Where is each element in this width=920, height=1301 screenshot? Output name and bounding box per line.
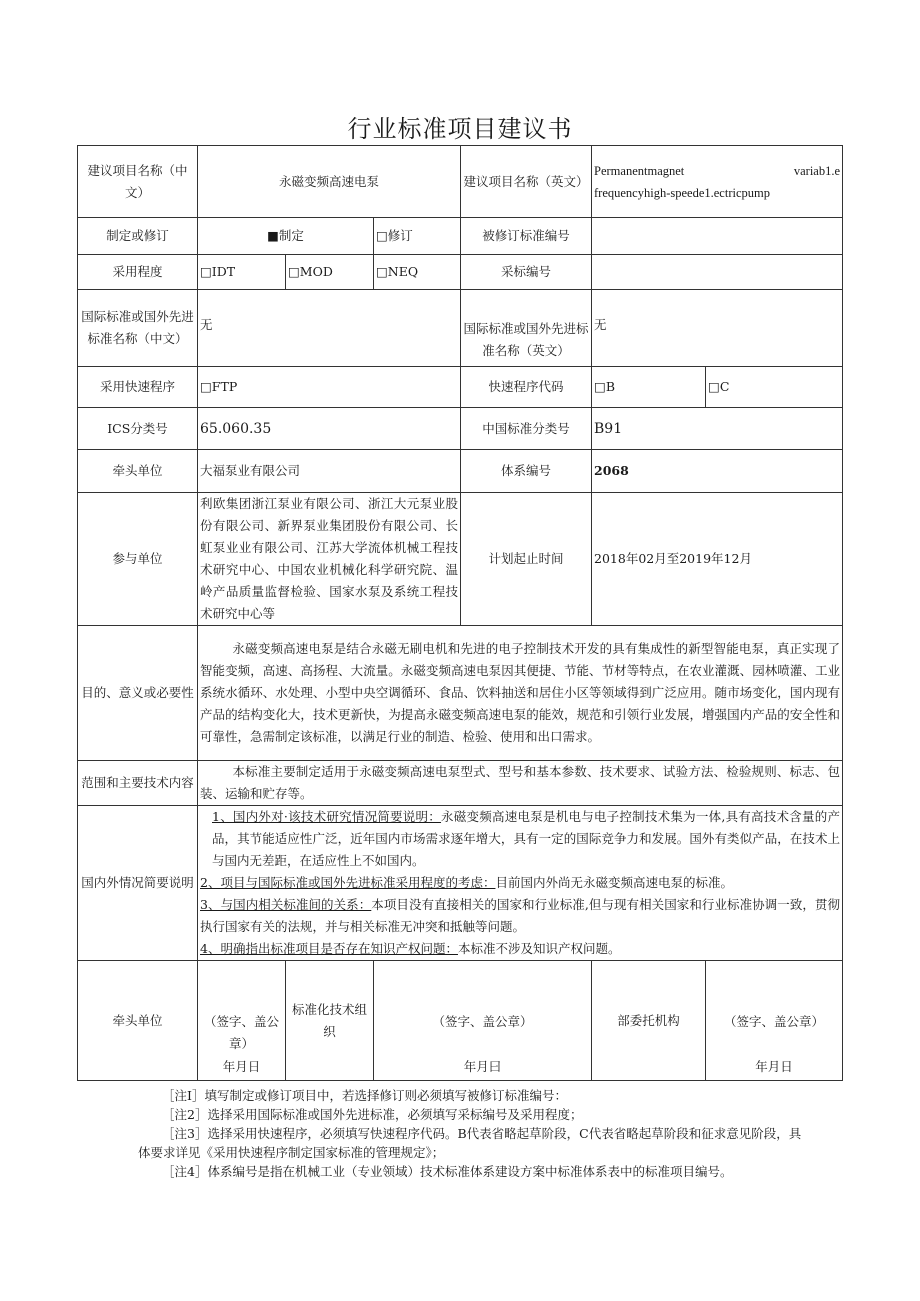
- note-3: ［注3］选择采用快速程序，必须填写快速程序代码。B代表省略起草阶段，C代表省略起草阶段和征求意见阶段，具: [162, 1126, 802, 1141]
- ccs-label: 中国标准分类号: [461, 408, 592, 450]
- mod-checkbox[interactable]: □MOD: [286, 255, 374, 290]
- purpose-label: 目的、意义或必要性: [78, 626, 198, 761]
- project-name-en-label: 建议项目名称（英文）: [461, 146, 592, 218]
- situation-item-3: [200, 894, 840, 938]
- item-2-heading: 2、项目与国际标准或国外先进标准采用程度的考虑：: [200, 875, 496, 890]
- system-no-value[interactable]: 2068: [592, 450, 843, 493]
- code-c-checkbox[interactable]: □C: [706, 367, 843, 408]
- revise-checkbox[interactable]: □修订: [374, 218, 461, 255]
- intl-situation-label: 国内外情况简要说明: [78, 806, 198, 961]
- item-3-text: 本项目没有直接相关的国家和行业标准,但与现有相关国家和行业标准协调一致，贯彻执行国家有关的法规，并与相关标准无冲突和抵触等问题。: [200, 897, 840, 934]
- name-en-part-3: frequencyhigh-speede1.ectricpump: [594, 185, 770, 200]
- sign-tc-label: 标准化技术组织: [286, 961, 374, 1081]
- name-en-part-1: Permanentmagnet: [594, 163, 685, 178]
- ics-label: ICS分类号: [78, 408, 198, 450]
- sign-stamp-text-2: （签字、盖公章）: [432, 1014, 533, 1029]
- lead-unit-value[interactable]: 大福泵业有限公司: [198, 450, 461, 493]
- item-3-heading: 3、与国内相关标准间的关系：: [200, 897, 372, 912]
- project-name-cn-label: 建议项目名称（中文）: [78, 146, 198, 218]
- sign-date-1: 年月日: [222, 1059, 261, 1074]
- sign-date-2: 年月曰: [463, 1059, 502, 1074]
- intl-situation-value[interactable]: [198, 806, 843, 961]
- intl-standard-en-label: 国际标准或国外先进标准名称（英文）: [461, 290, 592, 367]
- ftp-checkbox[interactable]: □FTP: [198, 367, 461, 408]
- item-4-text: 本标准不涉及知识产权问题。: [457, 941, 621, 956]
- code-b-checkbox[interactable]: □B: [592, 367, 706, 408]
- notes-section: [138, 1086, 842, 1181]
- sign-stamp-text-1: （签字、盖公章）: [203, 1014, 279, 1051]
- scope-label: 范围和主要技术内容: [78, 761, 198, 806]
- name-en-part-2: variab1.e: [793, 163, 841, 178]
- note-2: ［注2］选择采用国际标准或国外先进标准，必须填写采标编号及采用程度；: [162, 1107, 583, 1122]
- fast-procedure-code-label: 快速程序代码: [461, 367, 592, 408]
- revised-standard-no-field[interactable]: [592, 218, 843, 255]
- sign-ministry-cell[interactable]: [706, 961, 843, 1081]
- sign-date-3: 年月日: [755, 1059, 793, 1074]
- item-1-text: 永磁变频高速电泵是机电与电子控制技术集为一体,具有高技术含量的产品，其节能适应性广泛，近年国内市场需求逐年增大，具有一定的国际竞争力和发展。国外有类似产品，在技术上与国内无差距，在适应性上不如国内。: [212, 809, 841, 868]
- page-title: 行业标准项目建议书: [347, 115, 573, 143]
- plan-period-label: 计划起止时间: [461, 493, 592, 626]
- plan-period-value[interactable]: 2018年02月至2019年12月: [592, 493, 843, 626]
- project-name-en-value[interactable]: [592, 146, 843, 218]
- revised-standard-no-label: 被修订标准编号: [461, 218, 592, 255]
- make-checkbox[interactable]: ■制定: [198, 218, 374, 255]
- sign-lead-unit-label: 牵头单位: [78, 961, 198, 1081]
- participants-value[interactable]: 利欧集团浙江泵业有限公司、浙江大元泵业股份有限公司、新界泵业集团股份有限公司、长虹泵业业有限公司、江苏大学流体机械工程技术研究中心、中国农业机械化科学研究院、温岭产品质量监督检验、国家水泵及系统工程技术研究中心等: [198, 493, 461, 626]
- lead-unit-label: 牵头单位: [78, 450, 198, 493]
- make-or-revise-label: 制定或修订: [78, 218, 198, 255]
- ics-value[interactable]: 65.060.35: [198, 408, 461, 450]
- purpose-value[interactable]: 永磁变频高速电泵是结合永磁无刷电机和先进的电子控制技术开发的具有集成性的新型智能电泵，真正实现了智能变频，高速、高扬程、大流量。永磁变频高速电泵因其便捷、节能、节材等特点，在农业灌溉、园林喷灌、工业系统水循环、水处理、小型中央空调循环、食品、饮料抽送和居住小区等领域得到广泛应用。随市场变化，国内现有产品的结构变化大，技术更新快，为提高永磁变频高速电泵的能效，规范和引领行业发展，增强国内产品的安全性和可靠性，急需制定该标准，以满足行业的制造、检验、使用和出口需求。: [198, 626, 843, 761]
- sign-stamp-text-3: （签字、盖公章）: [724, 1014, 825, 1029]
- intl-standard-en-value[interactable]: 无: [592, 290, 843, 367]
- situation-item-4: [200, 938, 840, 960]
- note-1: ［注Ⅰ］填写制定或修订项目中，若选择修订则必须填写被修订标准编号：: [162, 1088, 567, 1103]
- idt-checkbox[interactable]: □IDT: [198, 255, 286, 290]
- participants-label: 参与单位: [78, 493, 198, 626]
- ccs-value[interactable]: B91: [592, 408, 843, 450]
- item-2-text: 目前国内外尚无永磁变频高速电泵的标准。: [495, 875, 733, 890]
- intl-standard-cn-value[interactable]: 无: [198, 290, 461, 367]
- adoption-no-label: 采标编号: [461, 255, 592, 290]
- scope-value[interactable]: 本标准主要制定适用于永磁变频高速电泵型式、型号和基本参数、技术要求、试验方法、检验规则、标志、包装、运输和贮存等。: [198, 761, 843, 806]
- item-1-heading: 1、国内外对·该技术研究情况简要说明：: [212, 809, 442, 824]
- note-3-continued: 体要求详见《采用快速程序制定国家标准的管理规定》；: [138, 1145, 445, 1160]
- neq-checkbox[interactable]: □NEQ: [374, 255, 461, 290]
- sign-tc-cell[interactable]: [374, 961, 592, 1081]
- sign-ministry-label: 部委托机构: [592, 961, 706, 1081]
- note-4: ［注4］体系编号是指在机械工业（专业领域）技术标准体系建设方案中标准体系表中的标准项目编号。: [162, 1164, 733, 1179]
- fast-procedure-label: 采用快速程序: [78, 367, 198, 408]
- system-no-label: 体系编号: [461, 450, 592, 493]
- item-4-heading: 4、明确指出标准项目是否存在知识产权问题：: [200, 941, 458, 956]
- intl-standard-cn-label: 国际标准或国外先进标准名称（中文）: [78, 290, 198, 367]
- project-name-cn-value[interactable]: 永磁变频高速电泵: [198, 146, 461, 218]
- proposal-form-table: [77, 145, 843, 1081]
- adoption-no-field[interactable]: [592, 255, 843, 290]
- situation-item-2: [200, 872, 840, 894]
- situation-item-1: [200, 806, 840, 872]
- sign-lead-unit-cell[interactable]: [198, 961, 286, 1081]
- adoption-degree-label: 采用程度: [78, 255, 198, 290]
